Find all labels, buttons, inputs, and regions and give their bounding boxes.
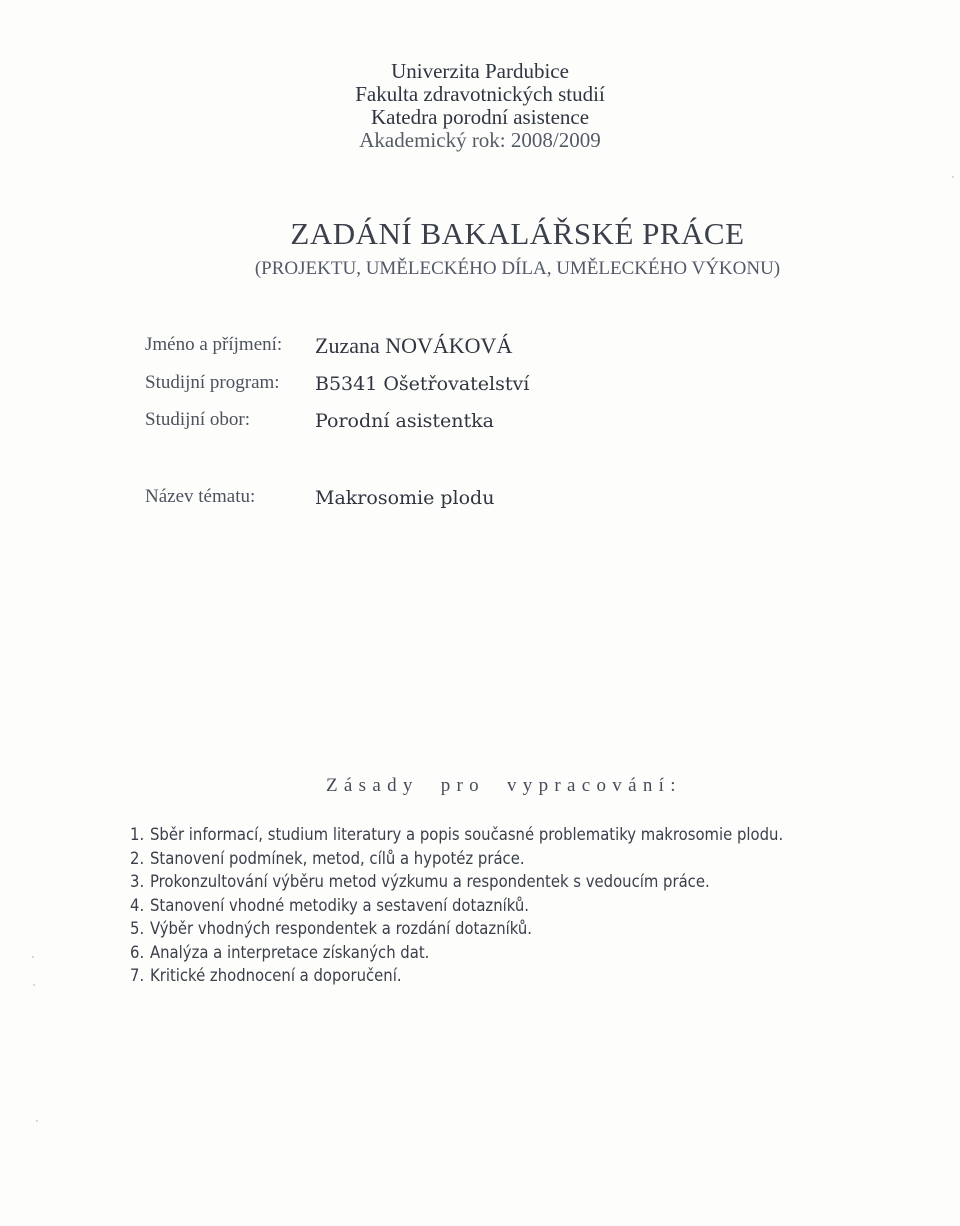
field-of-study-label: Studijní obor: — [145, 409, 251, 430]
scan-speck — [952, 176, 954, 178]
item-text: Prokonzultování výběru metod výzkumu a respondentek s vedoucím práce. — [150, 872, 710, 891]
principles-heading: Zásady pro vypracování: — [326, 775, 682, 796]
program-label: Studijní program: — [145, 372, 280, 393]
list-item — [130, 964, 783, 988]
institution-header — [0, 60, 960, 152]
document-subtitle: (PROJEKTU, UMĚLECKÉHO DÍLA, UMĚLECKÉHO VÝKONU) — [254, 258, 781, 279]
name-value: Zuzana NOVÁKOVÁ — [315, 333, 513, 358]
document-title: ZADÁNÍ BAKALÁŘSKÉ PRÁCE — [290, 216, 745, 251]
item-text: Stanovení vhodné metodiky a sestavení dotazníků. — [150, 895, 529, 915]
university-name: Univerzita Pardubice — [391, 59, 569, 83]
item-text: Sběr informací, studium literatury a popis současné problematiky makrosomie plodu. — [150, 825, 784, 844]
item-number: 2. — [130, 848, 145, 868]
item-number: 3. — [130, 872, 145, 891]
item-text: Kritické zhodnocení a doporučení. — [150, 966, 402, 985]
item-number: 4. — [130, 895, 145, 915]
list-item — [130, 823, 783, 847]
list-item — [130, 941, 783, 965]
scan-speck — [36, 1120, 38, 1122]
faculty-name: Fakulta zdravotnických studií — [355, 82, 605, 106]
list-item — [130, 870, 783, 894]
item-number: 5. — [130, 919, 145, 938]
item-number: 6. — [130, 942, 145, 962]
name-label: Jméno a příjmení: — [145, 334, 283, 355]
scan-speck — [33, 984, 35, 986]
scan-speck — [32, 956, 34, 958]
item-text: Stanovení podmínek, metod, cílů a hypotéz práce. — [150, 848, 525, 868]
department-name: Katedra porodní asistence — [370, 105, 590, 129]
item-text: Analýza a interpretace získaných dat. — [150, 942, 430, 962]
topic-label: Název tématu: — [145, 486, 256, 507]
item-number: 1. — [130, 825, 145, 844]
item-number: 7. — [130, 966, 145, 985]
topic-value: Makrosomie plodu — [315, 487, 495, 509]
list-item — [130, 894, 783, 918]
program-value: B5341 Ošetřovatelství — [315, 373, 530, 395]
list-item — [130, 847, 783, 871]
principles-list — [130, 823, 783, 988]
academic-year: Akademický rok: 2008/2009 — [359, 128, 601, 152]
item-text: Výběr vhodných respondentek a rozdání dotazníků. — [150, 919, 532, 938]
list-item — [130, 917, 783, 941]
field-of-study-value: Porodní asistentka — [315, 410, 494, 432]
